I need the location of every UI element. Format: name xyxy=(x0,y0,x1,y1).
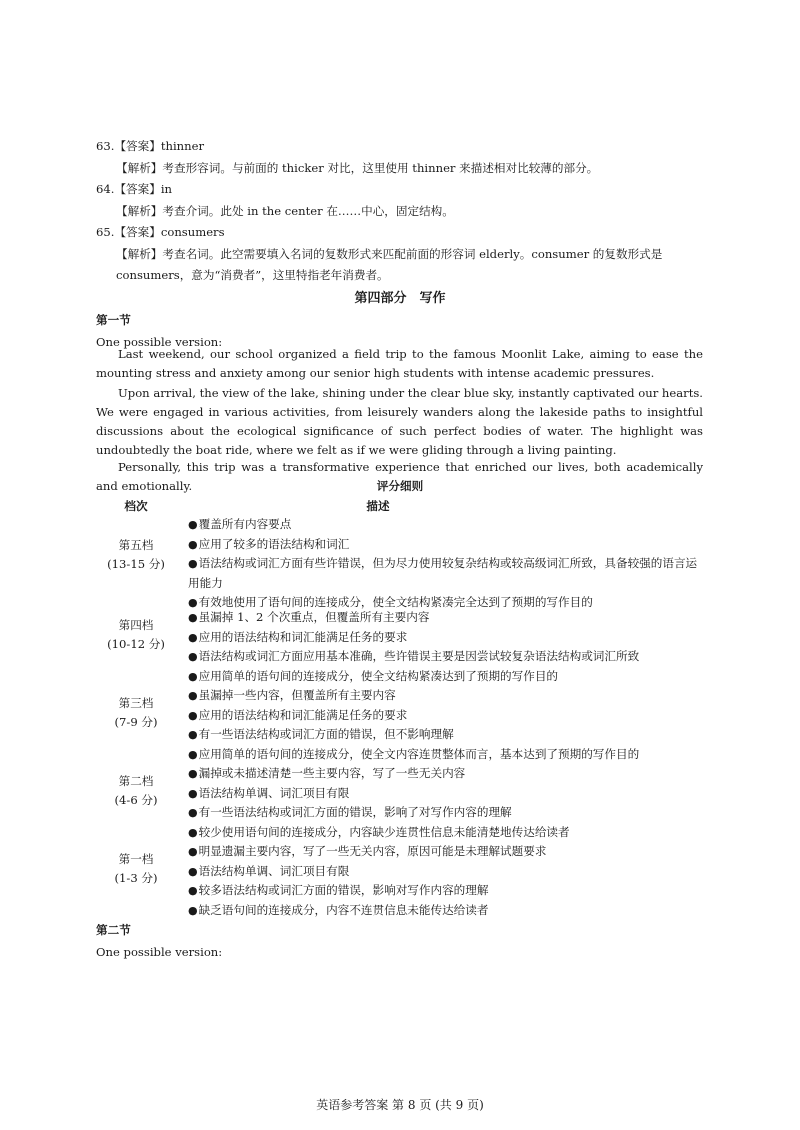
part4-title: 第四部分 写作 xyxy=(354,291,446,306)
level-range: (13-15 分) xyxy=(107,557,165,571)
answer-65 xyxy=(96,224,225,240)
level-name: 第四档 xyxy=(118,618,154,632)
answer-value: consumers xyxy=(160,225,225,239)
answer-value: in xyxy=(160,182,173,196)
section1-title: 第一节 xyxy=(96,313,131,327)
analysis-text: 考查名词。此空需要填入名词的复数形式来匹配前面的形容词 elderly。consumer 的复数形式是 xyxy=(162,247,663,261)
analysis-tag: 【解析】 xyxy=(116,247,163,261)
list-item: ●应用简单的语句间的连接成分，使全文结构紧凑达到了预期的写作目的 xyxy=(188,668,559,683)
list-item: ●覆盖所有内容要点 xyxy=(188,517,292,531)
rubric-desc-3 xyxy=(188,686,708,764)
level-range: (4-6 分) xyxy=(114,793,158,807)
analysis-tag: 【解析】 xyxy=(116,204,163,218)
list-item: ●语法结构或词汇方面应用基本准确，些许错误主要是因尝试较复杂语法结构或词汇所致 xyxy=(188,649,640,663)
essay-paragraph-3: Personally, this trip was a transformative experience that enriched our lives, both academically and emotionally. xyxy=(96,460,703,493)
answer-63 xyxy=(96,138,204,154)
rubric-col-desc: 描述 xyxy=(366,499,390,513)
list-item: ●虽漏掉 1、2 个次重点，但覆盖所有主要内容 xyxy=(188,610,430,624)
answer-tag: 【答案】 xyxy=(114,182,161,196)
level-range: (10-12 分) xyxy=(107,637,165,651)
rubric-level-4 xyxy=(96,616,176,654)
list-item: ●语法结构单调、词汇项目有限 xyxy=(188,785,350,800)
level-name: 第二档 xyxy=(118,774,154,788)
list-item: ●应用的语法结构和词汇能满足任务的要求 xyxy=(188,707,408,722)
section2-possible-version: One possible version: xyxy=(96,945,223,959)
answer-64 xyxy=(96,181,172,197)
rubric-level-3 xyxy=(96,694,176,732)
list-item: ●较多语法结构或词汇方面的错误，影响对写作内容的理解 xyxy=(188,883,489,897)
list-item: ●有一些语法结构或词汇方面的错误，但不影响理解 xyxy=(188,727,454,741)
rubric-desc-1 xyxy=(188,842,708,920)
rubric-level-5 xyxy=(96,536,176,574)
list-item: ●缺乏语句间的连接成分，内容不连贯信息未能传达给读者 xyxy=(188,902,489,917)
rubric-desc-4 xyxy=(188,608,708,686)
list-item: ●应用简单的语句间的连接成分，使全文内容连贯整体而言，基本达到了预期的写作目的 xyxy=(188,746,640,761)
answer-value: thinner xyxy=(160,139,205,153)
essay-paragraph-2: Upon arrival, the view of the lake, shining under the clear blue sky, instantly captivated our hearts. We were engaged in various activities, from leisurely wanders along the lakeside paths to insightful discussions about the ecological significance of such perfect bodies of water. The highlight was undoubtedly the boat ride, where we felt as if we were gliding through a living painting. xyxy=(96,386,703,457)
answer-tag: 【答案】 xyxy=(114,225,161,239)
answer-tag: 【答案】 xyxy=(114,139,161,153)
essay-paragraph-1: Last weekend, our school organized a field trip to the famous Moonlit Lake, aiming to ease the mounting stress and anxiety among our senior high students with intense academic pressures. xyxy=(96,347,703,380)
level-name: 第三档 xyxy=(118,696,154,710)
analysis-65-line2: consumers，意为“消费者”，这里特指老年消费者。 xyxy=(116,268,389,282)
question-number: 65. xyxy=(96,225,115,239)
list-item: ●明显遗漏主要内容，写了一些无关内容，原因可能是未理解试题要求 xyxy=(188,844,547,858)
level-range: (1-3 分) xyxy=(114,871,158,885)
possible-version-label: One possible version: xyxy=(96,335,223,349)
list-item: ●有效地使用了语句间的连接成分，使全文结构紧凑完全达到了预期的写作目的 xyxy=(188,595,593,609)
list-item: ●应用的语法结构和词汇能满足任务的要求 xyxy=(188,629,408,644)
list-item: ●语法结构单调、词汇项目有限 xyxy=(188,863,350,878)
list-item: ●语法结构或词汇方面有些许错误，但为尽力使用较复杂结构或较高级词汇所致，具备较强的语言运用能力 xyxy=(188,556,698,590)
analysis-tag: 【解析】 xyxy=(116,161,163,175)
level-range: (7-9 分) xyxy=(114,715,158,729)
list-item: ●虽漏掉一些内容，但覆盖所有主要内容 xyxy=(188,688,396,702)
level-name: 第一档 xyxy=(118,852,154,866)
question-number: 63. xyxy=(96,139,115,153)
rubric-level-2 xyxy=(96,772,176,810)
analysis-text: 考查形容词。与前面的 thicker 对比，这里使用 thinner 来描述相对比较薄的部分。 xyxy=(162,161,599,175)
analysis-64 xyxy=(116,203,454,219)
list-item: ●应用了较多的语法结构和词汇 xyxy=(188,536,350,551)
section2-title: 第二节 xyxy=(96,923,131,937)
rubric-col-level: 档次 xyxy=(124,499,148,513)
level-name: 第五档 xyxy=(118,538,154,552)
page-footer: 英语参考答案 第 8 页 (共 9 页) xyxy=(316,1098,484,1112)
list-item: ●有一些语法结构或词汇方面的错误，影响了对写作内容的理解 xyxy=(188,805,512,819)
rubric-desc-2 xyxy=(188,764,708,842)
rubric-desc-5 xyxy=(188,515,708,613)
list-item: ●较少使用语句间的连接成分，内容缺少连贯性信息未能清楚地传达给读者 xyxy=(188,824,570,839)
rubric-level-1 xyxy=(96,850,176,888)
analysis-text: 考查介词。此处 in the center 在……中心，固定结构。 xyxy=(162,204,454,218)
question-number: 64. xyxy=(96,182,115,196)
analysis-63 xyxy=(116,160,598,176)
list-item: ●漏掉或未描述清楚一些主要内容，写了一些无关内容 xyxy=(188,766,466,780)
analysis-65-line1 xyxy=(116,246,662,262)
rubric-title: 评分细则 xyxy=(376,479,424,493)
